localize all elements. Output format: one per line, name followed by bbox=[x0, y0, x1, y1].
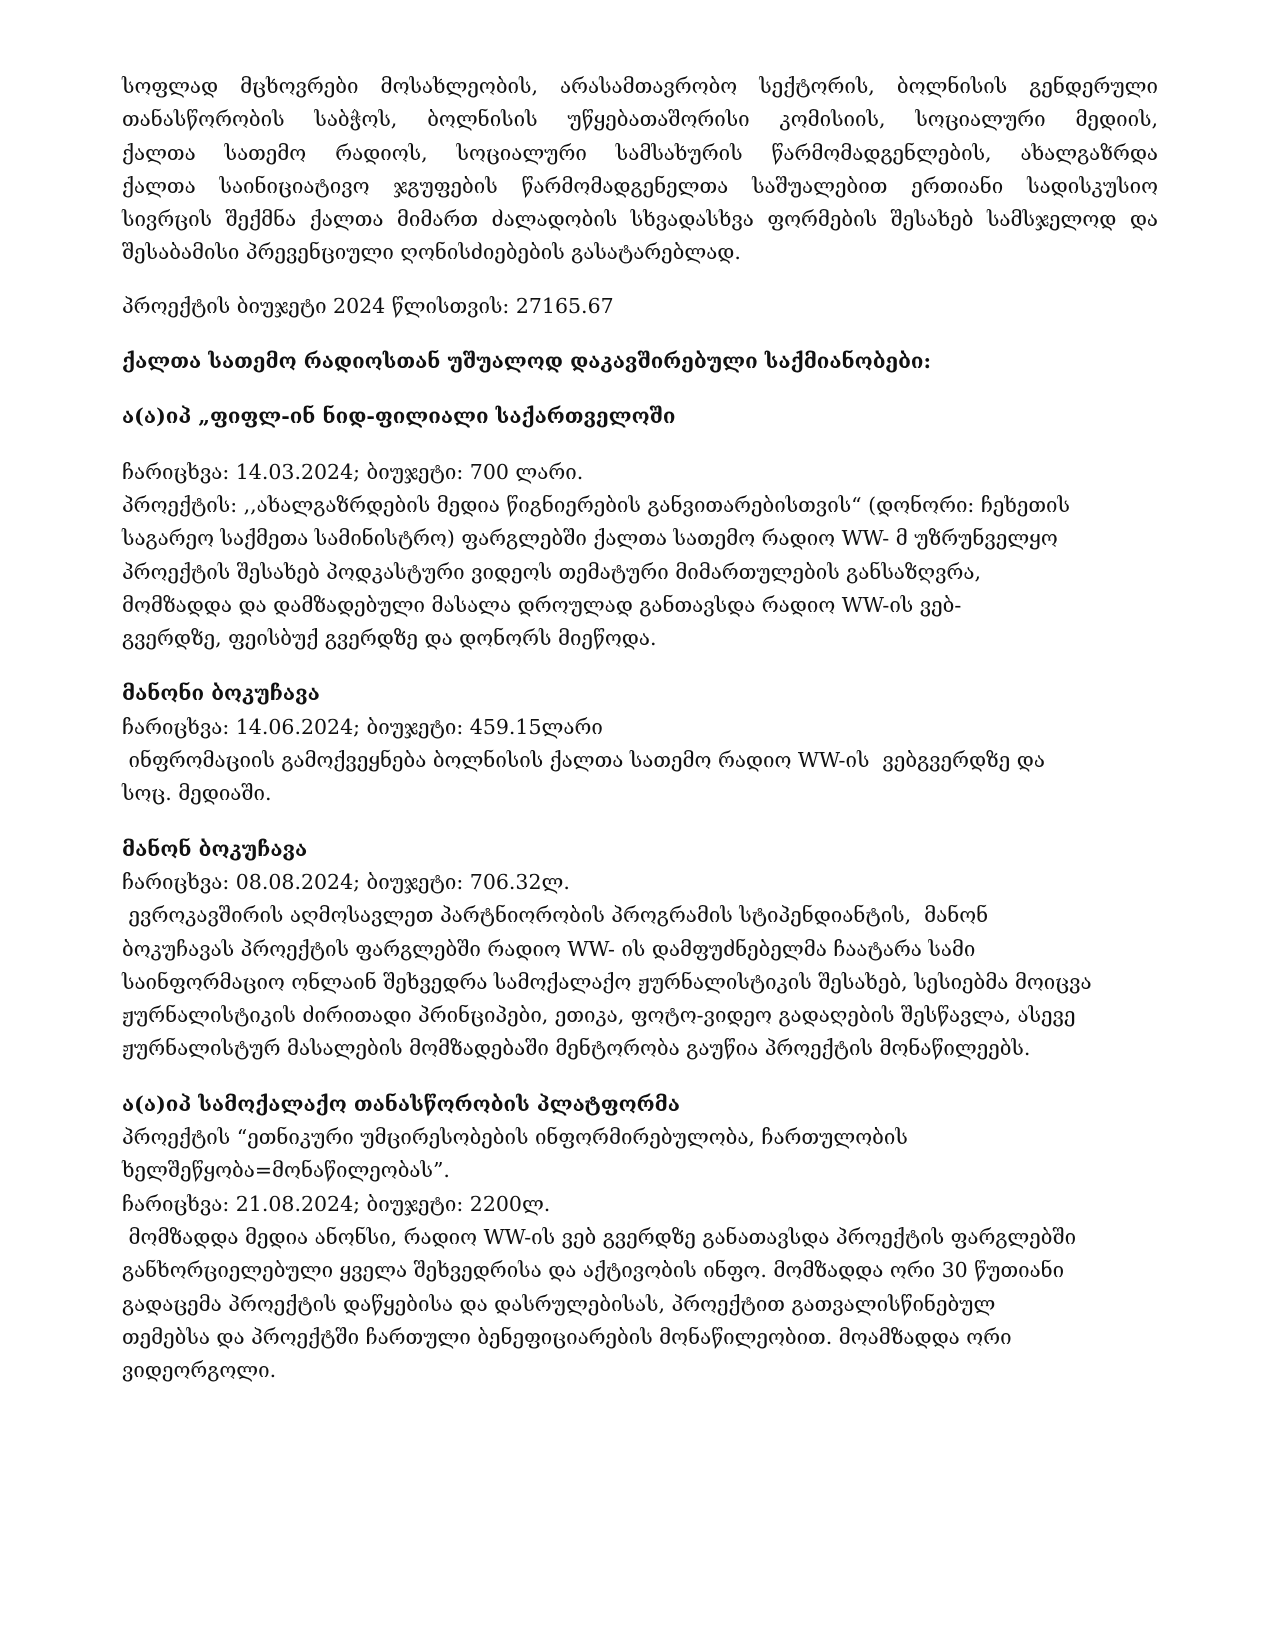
person1-body bbox=[122, 711, 1158, 811]
intro-paragraph bbox=[122, 70, 1158, 270]
person2-line: ჟურნალისტიკის ძირითადი პრინციპები, ეთიკა, ფოტო-ვიდეო გადაღების შესწავლა, ასევე bbox=[122, 1003, 1076, 1028]
intro-line: ქალთა სათემო რადიოს, სოციალური სამსახურის წარმომადგენლების, ახალგაზრდა bbox=[122, 140, 1158, 165]
org1-heading: ა(ა)იპ „ფიფლ-ინ ნიდ-ფილიალი საქართველოში bbox=[122, 404, 676, 429]
org1-line: პროექტის: ,,ახალგაზრდების მედია წიგნიერების განვითარებისთვის“ (დონორი: ჩეხეთის bbox=[122, 492, 1070, 517]
org1-line: მომზადდა და დამზადებული მასალა დროულად განთავსდა რადიო WW-ის ვებ- bbox=[122, 592, 962, 617]
org1-line: გვერდზე, ფეისბუქ გვერდზე და დონორს მიეწოდა. bbox=[122, 626, 657, 651]
org2-body bbox=[122, 1121, 1158, 1387]
person2-line: ბოკუჩავას პროექტის ფარგლებში რადიო WW- ის დამფუძნებელმა ჩაატარა სამი bbox=[122, 936, 976, 961]
document-page bbox=[122, 70, 1158, 1387]
section-heading: ქალთა სათემო რადიოსთან უშუალოდ დაკავშირებული საქმიანობები: bbox=[122, 349, 932, 374]
org1-body bbox=[122, 456, 1158, 656]
org1-line: ჩარიცხვა: 14.03.2024; ბიუჯეტი: 700 ლარი. bbox=[122, 459, 584, 484]
org2-line: თემებსა და პროექტში ჩართული ბენეფიციარების მონაწილეობით. მოამზადდა ორი bbox=[122, 1324, 1012, 1349]
org2-line: პროექტის “ეთნიკური უმცირესობების ინფორმირებულობა, ჩართულობის bbox=[122, 1125, 908, 1150]
person2-line: საინფორმაციო ონლაინ შეხვედრა სამოქალაქო ჟურნალისტიკის შესახებ, სესიებმა მოიცვა bbox=[122, 969, 1092, 994]
org2-line: გადაცემა პროექტის დაწყებისა და დასრულებისას, პროექტით გათვალისწინებულ bbox=[122, 1291, 996, 1316]
org1-line: პროექტის შესახებ პოდკასტური ვიდეოს თემატური მიმართულების განსაზღვრა, bbox=[122, 559, 982, 584]
org2-heading: ა(ა)იპ სამოქალაქო თანასწორობის პლატფორმა bbox=[122, 1091, 680, 1116]
person2-line: ჟურნალისტურ მასალების მომზადებაში მენტორობა გაუწია პროექტის მონაწილეებს. bbox=[122, 1036, 1031, 1061]
org2-line: ხელშეწყობა=მონაწილეობას”. bbox=[122, 1158, 450, 1183]
person2-heading: მანონ ბოკუჩავა bbox=[122, 836, 308, 861]
person1-heading: მანონი ბოკუჩავა bbox=[122, 681, 320, 706]
person2-line: ჩარიცხვა: 08.08.2024; ბიუჯეტი: 706.32ლ. bbox=[122, 869, 570, 894]
intro-line: სივრცის შექმნა ქალთა მიმართ ძალადობის სხვადასხვა ფორმების შესახებ სამსჯელოდ და bbox=[122, 207, 1158, 232]
org2-line: მომზადდა მედია ანონსი, რადიო WW-ის ვებ გვერდზე განათავსდა პროექტის ფარგლებში bbox=[122, 1224, 1077, 1249]
intro-line: შესაბამისი პრევენციული ღონისძიებების გასატარებლად. bbox=[122, 240, 741, 265]
person2-line: ევროკავშირის აღმოსავლეთ პარტნიორობის პროგრამის სტიპენდიანტის, მანონ bbox=[122, 903, 989, 928]
intro-line: სოფლად მცხოვრები მოსახლეობის, არასამთავრობო სექტორის, ბოლნისის გენდერული bbox=[122, 74, 1158, 98]
person1-line: სოც. მედიაში. bbox=[122, 781, 272, 806]
intro-line: თანასწორობის საბჭოს, ბოლნისის უწყებათაშორისი კომისიის, სოციალური მედიის, bbox=[122, 107, 1158, 132]
org2-line: ჩარიცხვა: 21.08.2024; ბიუჯეტი: 2200ლ. bbox=[122, 1191, 551, 1216]
person2-body bbox=[122, 866, 1158, 1066]
person1-line: ინფრომაციის გამოქვეყნება ბოლნისის ქალთა სათემო რადიო WW-ის ვებგვერდზე და bbox=[122, 748, 1045, 773]
intro-line: ქალთა საინიციატივო ჯგუფების წარმომადგენელთა საშუალებით ერთიანი სადისკუსიო bbox=[122, 173, 1158, 198]
org2-line: განხორციელებული ყველა შეხვედრისა და აქტივობის ინფო. მომზადდა ორი 30 წუთიანი bbox=[122, 1258, 1065, 1283]
project-budget-line: პროექტის ბიუჯეტი 2024 წლისთვის: 27165.67 bbox=[122, 293, 614, 318]
org2-line: ვიდეორგოლი. bbox=[122, 1358, 277, 1383]
person1-line: ჩარიცხვა: 14.06.2024; ბიუჯეტი: 459.15ლარი bbox=[122, 714, 603, 739]
org1-line: საგარეო საქმეთა სამინისტრო) ფარგლებში ქალთა სათემო რადიო WW- მ უზრუნველყო bbox=[122, 526, 1058, 551]
